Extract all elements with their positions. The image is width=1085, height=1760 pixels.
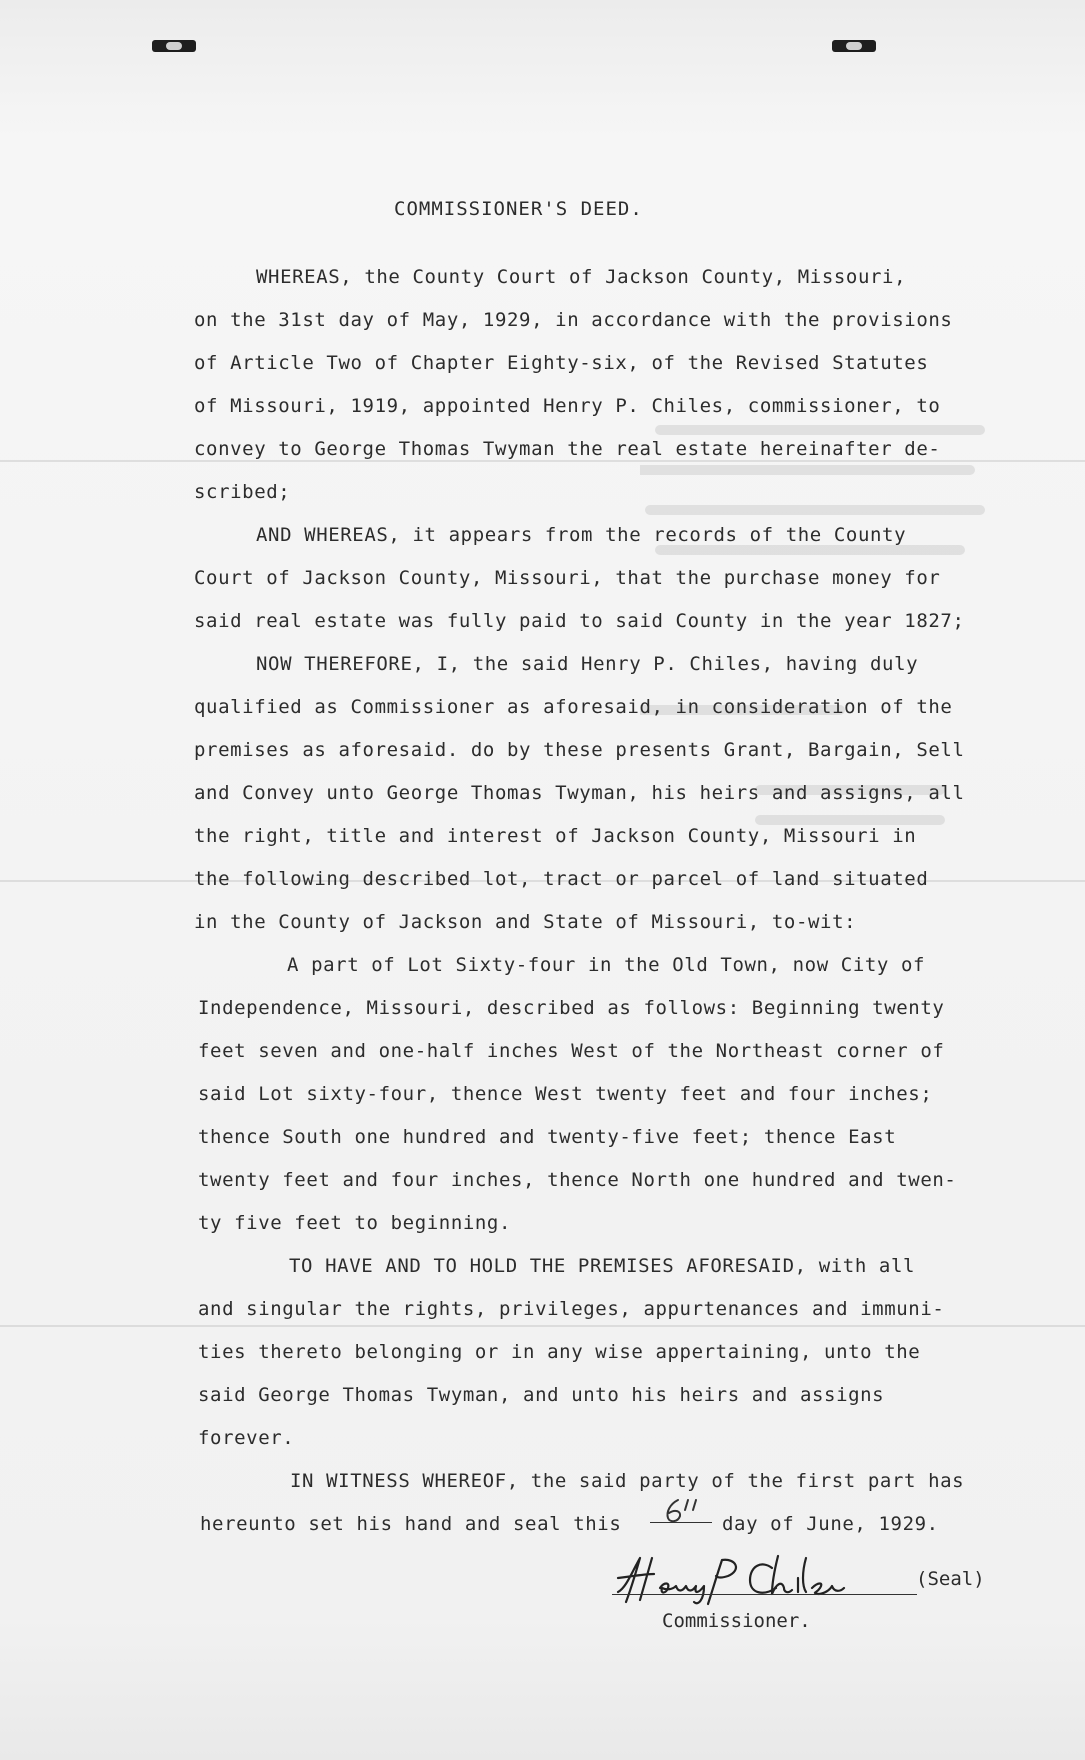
body-line: said Lot sixty-four, thence West twenty feet and four inches; <box>198 1083 933 1105</box>
body-line: said real estate was fully paid to said County in the year 1827; <box>194 610 965 632</box>
binder-clip-icon <box>832 40 876 52</box>
body-line: Independence, Missouri, described as follows: Beginning twenty <box>198 997 945 1019</box>
paper-fold <box>0 1325 1085 1327</box>
binder-clip-icon <box>152 40 196 52</box>
body-line: convey to George Thomas Twyman the real estate hereinafter de- <box>194 438 941 460</box>
body-line: on the 31st day of May, 1929, in accordance with the provisions <box>194 309 953 331</box>
body-line: qualified as Commissioner as aforesaid, in consideration of the <box>194 696 953 718</box>
day-underline <box>650 1522 712 1523</box>
body-line: premises as aforesaid. do by these presents Grant, Bargain, Sell <box>194 739 965 761</box>
body-line: ty five feet to beginning. <box>198 1212 512 1234</box>
body-line: thence South one hundred and twenty-five feet; thence East <box>198 1126 897 1148</box>
body-line: in the County of Jackson and State of Missouri, to-wit: <box>194 911 857 933</box>
body-line: the right, title and interest of Jackson County, Missouri in <box>194 825 917 847</box>
body-line: ties thereto belonging or in any wise appertaining, unto the <box>198 1341 921 1363</box>
signer-title: Commissioner. <box>662 1610 811 1632</box>
body-line: A part of Lot Sixty-four in the Old Town, now City of <box>287 954 926 976</box>
body-line: of Article Two of Chapter Eighty-six, of the Revised Statutes <box>194 352 929 374</box>
body-line: and singular the rights, privileges, appurtenances and immuni- <box>198 1298 945 1320</box>
handwritten-day <box>650 1494 712 1524</box>
body-line: of Missouri, 1919, appointed Henry P. Chiles, commissioner, to <box>194 395 941 417</box>
body-line: hereunto set his hand and seal this <box>200 1513 622 1535</box>
body-line: forever. <box>198 1427 295 1449</box>
seal-label: (Seal) <box>916 1568 985 1590</box>
body-line: the following described lot, tract or parcel of land situated <box>194 868 929 890</box>
body-line: TO HAVE AND TO HOLD THE PREMISES AFORESAID, with all <box>289 1255 916 1277</box>
body-line: twenty feet and four inches, thence North one hundred and twen- <box>198 1169 957 1191</box>
body-line: AND WHEREAS, it appears from the records of the County <box>256 524 907 546</box>
body-line: Court of Jackson County, Missouri, that the purchase money for <box>194 567 941 589</box>
body-line: WHEREAS, the County Court of Jackson County, Missouri, <box>256 266 907 288</box>
handwritten-signature <box>612 1548 917 1608</box>
body-line: and Convey unto George Thomas Twyman, his heirs and assigns, all <box>194 782 965 804</box>
body-line: feet seven and one-half inches West of the Northeast corner of <box>198 1040 945 1062</box>
body-line: NOW THEREFORE, I, the said Henry P. Chiles, having duly <box>256 653 919 675</box>
body-line: IN WITNESS WHEREOF, the said party of the first part has <box>290 1470 965 1492</box>
body-line: scribed; <box>194 481 291 503</box>
signature-line <box>612 1594 917 1595</box>
body-line: said George Thomas Twyman, and unto his heirs and assigns <box>198 1384 885 1406</box>
document-title: COMMISSIONER'S DEED. <box>394 198 643 220</box>
body-line: day of June, 1929. <box>722 1513 939 1535</box>
